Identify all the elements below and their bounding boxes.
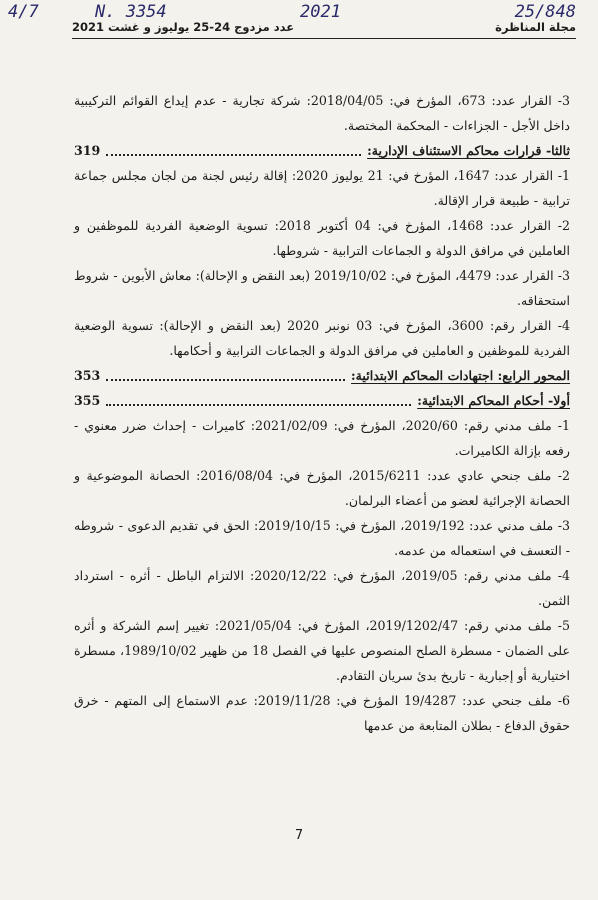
list-item: 2- القرار عدد: 1468، المؤرخ في: 04 أكتوبر 2018: تسوية الوضعية الفردية للموظفين و العاملين في مرافق الدولة و الجماعات الترابية - شروطها. [74, 218, 571, 258]
dot-leader [106, 404, 411, 406]
section-heading [74, 363, 570, 388]
list-item: 1- القرار عدد: 1647، المؤرخ في: 21 يوليوز 2020: إقالة رئيس لجنة من لجان مجلس جماعة ترابية - طبيعة قرار الإقالة. [74, 168, 571, 208]
handwritten-note-reference: N. 3354 [95, 2, 167, 22]
section-title: ثالثا- قرارات محاكم الاستئناف الإدارية: [367, 143, 570, 158]
table-of-contents [74, 88, 570, 738]
page-header [72, 20, 576, 39]
section-heading [74, 388, 570, 413]
section-title: المحور الرابع: اجتهادات المحاكم الابتدائية: [351, 368, 570, 383]
list-item: 3- القرار عدد: 673، المؤرخ في: 2018/04/05: شركة تجارية - عدم إيداع القوائم التركيبية داخل الأجل - الجزاءات - المحكمة المختصة. [74, 93, 570, 133]
handwritten-note-left: 4/7 [8, 2, 39, 22]
list-item: 3- القرار عدد: 4479، المؤرخ في: 2019/10/02 (بعد النقض و الإحالة): معاش الأبوين - شروط استحقاقه. [74, 268, 570, 308]
list-item: 6- ملف جنحي عدد: 19/4287 المؤرخ في: 2019/11/28: عدم الاستماع إلى المتهم - خرق حقوق الدفاع - بطلان المتابعة من عدمها [74, 693, 570, 733]
list-item: 4- القرار رقم: 3600، المؤرخ في: 03 نونبر 2020 (بعد النقض و الإحالة): تسوية الوضعية الفردية للموظفين و العاملين في مرافق الدولة و الجماعات الترابية و أحكامها. [74, 318, 570, 358]
section-page-number: 319 [74, 143, 101, 158]
page-number: 7 [294, 828, 304, 843]
list-item: 3- ملف مدني عدد: 2019/192، المؤرخ في: 2019/10/15: الحق في تقديم الدعوى - شروطه - التعسف في استعماله من عدمه. [74, 518, 570, 558]
page-footer [0, 828, 598, 843]
list-item: 1- ملف مدني رقم: 2020/60، المؤرخ في: 2021/02/09: كاميرات - إحداث ضرر معنوي - رفعه بإزالة الكاميرات. [74, 418, 570, 458]
handwritten-note-right: 25/848 [514, 2, 576, 22]
dot-leader [106, 154, 361, 156]
journal-title: مجلة المناظرة [495, 20, 576, 34]
list-item: 5- ملف مدني رقم: 2019/1202/47، المؤرخ في: 2021/05/04: تغيير إسم الشركة و أثره على الضمان - مسطرة الصلح المنصوص عليها في الفصل 18 من ظهير 1989/10/02، مسطرة اختيارية أو إجبارية - تاريخ بدئ سريان التقادم. [74, 618, 570, 683]
dot-leader [106, 379, 345, 381]
issue-info: عدد مزدوج 24-25 يوليوز و غشت 2021 [72, 20, 295, 34]
section-page-number: 355 [74, 393, 101, 408]
handwritten-note-year: 2021 [300, 2, 341, 22]
section-heading [74, 138, 570, 163]
list-item: 4- ملف مدني رقم: 2019/05، المؤرخ في: 2020/12/22: الالتزام الباطل - أثره - استرداد الثمن. [74, 568, 571, 608]
section-page-number: 353 [74, 368, 101, 383]
list-item: 2- ملف جنحي عادي عدد: 2015/6211، المؤرخ في: 2016/08/04: الحصانة الموضوعية و الحصانة الإجرائية لعضو من أعضاء البرلمان. [74, 468, 570, 508]
section-title: أولا- أحكام المحاكم الابتدائية: [417, 393, 570, 408]
